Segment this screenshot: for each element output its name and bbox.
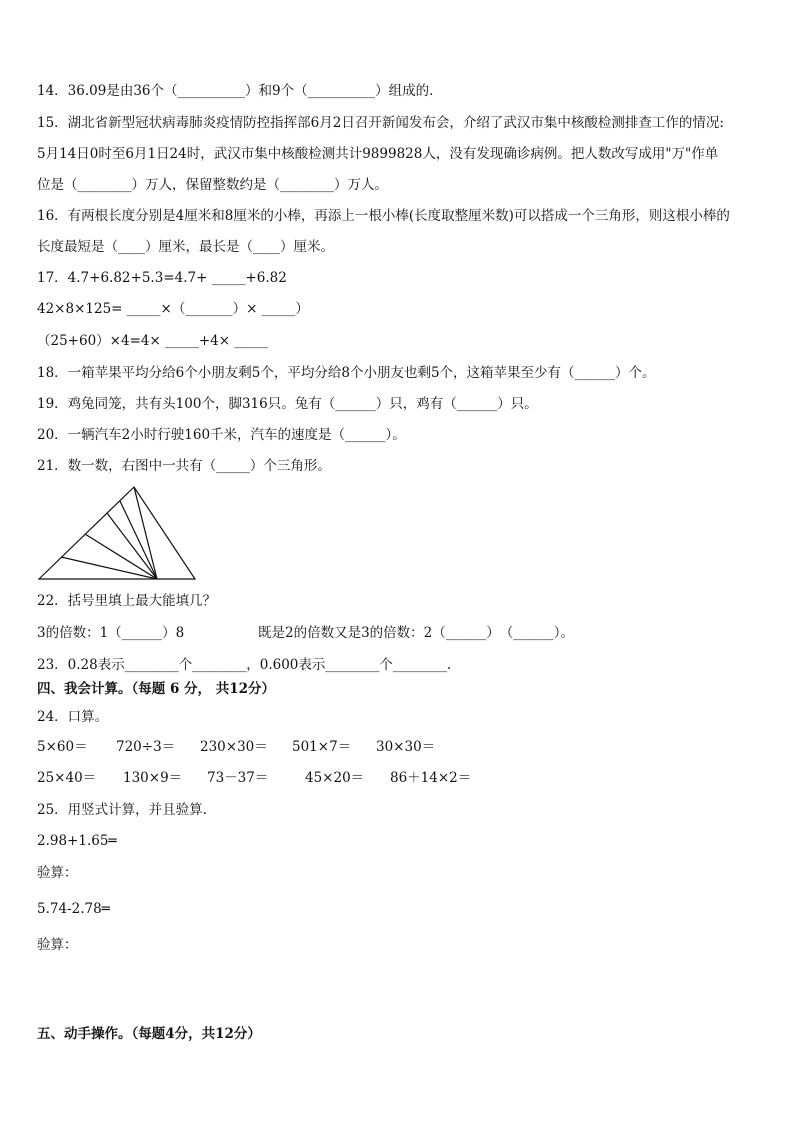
mental-math-item: 130×9＝ xyxy=(123,770,183,786)
question-23: 23．0.28表示________个________，0.600表示________个________. xyxy=(37,657,452,673)
mental-math-item: 720÷3＝ xyxy=(116,739,176,755)
mental-math-item: 230×30＝ xyxy=(200,739,268,755)
mental-math-item: 45×20＝ xyxy=(305,770,365,786)
question-18: 18．一箱苹果平均分给6个小朋友剩5个，平均分给8个小朋友也剩5个，这箱苹果至少有（______）个。 xyxy=(37,365,656,381)
triangle-lines xyxy=(39,487,195,579)
question-25-check-1: 验算： xyxy=(37,865,78,881)
question-22-part-a: 3的倍数：1（______）8 xyxy=(37,625,185,641)
mental-math-item: 73－37＝ xyxy=(207,770,269,786)
question-16-line-1: 16．有两根长度分别是4厘米和8厘米的小棒，再添上一根小棒(长度取整厘米数)可以搭成一个三角形，则这根小棒的 xyxy=(37,208,730,224)
question-25-expression-1: 2.98+1.65═ xyxy=(37,833,117,849)
question-16-line-2: 长度最短是（____）厘米，最长是（____）厘米。 xyxy=(37,239,334,255)
mental-math-item: 30×30＝ xyxy=(376,739,436,755)
mental-math-item: 25×40＝ xyxy=(37,770,97,786)
mental-math-item: 86＋14×2＝ xyxy=(390,770,472,786)
question-15-line-3: 位是（________）万人，保留整数约是（________）万人。 xyxy=(37,177,388,193)
section-4-heading: 四、我会计算。（每题 6 分， 共12分） xyxy=(37,681,276,697)
question-25-title: 25．用竖式计算，并且验算. xyxy=(37,802,207,818)
question-20: 20．一辆汽车2小时行驶160千米，汽车的速度是（______）。 xyxy=(37,427,406,443)
question-17-line-3: （25+60）×4=4× _____+4× _____ xyxy=(37,333,269,349)
section-5-heading: 五、动手操作。（每题4分，共12分） xyxy=(37,1026,261,1042)
question-25-check-2: 验算： xyxy=(37,937,78,953)
outer-triangle xyxy=(39,487,195,579)
question-24-title: 24．口算。 xyxy=(37,709,109,725)
question-19: 19．鸡兔同笼，共有头100个，脚316只。兔有（______）只，鸡有（______）只。 xyxy=(37,396,538,412)
question-17-line-1: 17．4.7+6.82+5.3=4.7+ _____+6.82 xyxy=(37,270,287,286)
question-25-expression-2: 5.74-2.78═ xyxy=(37,901,110,917)
question-22: 22．括号里填上最大能填几？ xyxy=(37,593,217,609)
question-17-line-2: 42×8×125= _____×（_______）× _____） xyxy=(37,301,309,317)
question-15-line-1: 15．湖北省新型冠状病毒肺炎疫情防控指挥部6月2日召开新闻发布会，介绍了武汉市集中核酸检测排查工作的情况: xyxy=(37,115,724,131)
mental-math-item: 5×60＝ xyxy=(37,739,88,755)
inner-line-5 xyxy=(134,487,157,579)
question-21: 21．数一数，右图中一共有（_____）个三角形。 xyxy=(37,458,331,474)
question-22-part-b: 既是2的倍数又是3的倍数：2（______） （______）。 xyxy=(258,625,575,641)
question-15-line-2: 5月14日0时至6月1日24时，武汉市集中核酸检测共计9899828人，没有发现确诊病例。把人数改写成用"万"作单 xyxy=(37,146,719,162)
question-14: 14．36.09是由36个（__________）和9个（__________）组成的. xyxy=(37,83,434,99)
triangle-figure xyxy=(37,485,197,581)
mental-math-item: 501×7＝ xyxy=(292,739,352,755)
